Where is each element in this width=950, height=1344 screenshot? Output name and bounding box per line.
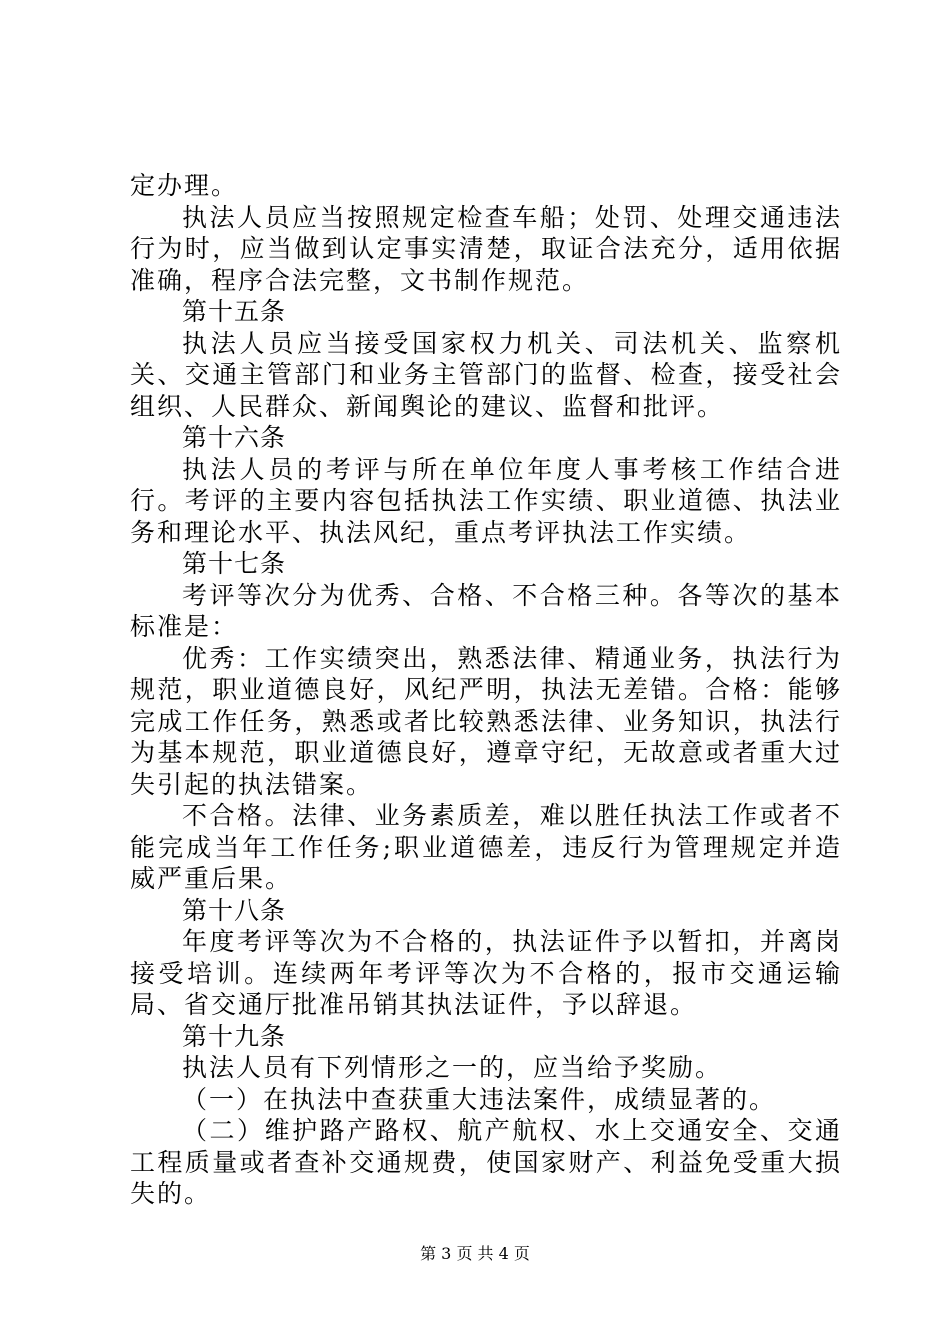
paragraph: 年度考评等次为不合格的，执法证件予以暂扣，并离岗接受培训。连续两年考评等次为不合格的，报市交通运输局、省交通厅批准吊销其执法证件，予以辞退。 — [130, 927, 842, 1019]
document-body — [130, 170, 842, 1210]
paragraph: 执法人员应当按照规定检查车船；处罚、处理交通违法行为时，应当做到认定事实清楚，取证合法充分，适用依据准确，程序合法完整，文书制作规范。 — [130, 202, 842, 295]
paragraph: 执法人员的考评与所在单位年度人事考核工作结合进行。考评的主要内容包括执法工作实绩、职业道德、执法业务和理论水平、执法风纪，重点考评执法工作实绩。 — [130, 454, 842, 547]
article-heading: 第十七条 — [182, 549, 287, 578]
paragraph: 执法人员应当接受国家权力机关、司法机关、监察机关、交通主管部门和业务主管部门的监督、检查，接受社会组织、人民群众、新闻舆论的建议、监督和批评。 — [130, 328, 842, 421]
article-heading: 第十九条 — [182, 1021, 287, 1051]
paragraph: （一）在执法中查获重大违法案件，成绩显著的。 — [182, 1084, 777, 1114]
article-heading: 第十八条 — [182, 895, 287, 925]
paragraph: 执法人员有下列情形之一的，应当给予奖励。 — [182, 1053, 723, 1082]
paragraph: 优秀：工作实绩突出，熟悉法律、精通业务，执法行为规范，职业道德良好，风纪严明，执法无差错。合格：能够完成工作任务，熟悉或者比较熟悉法律、业务知识，执法行为基本规范，职业道德良好，遵章守纪，无故意或者重大过失引起的执法错案。 — [130, 643, 842, 799]
paragraph: 考评等次分为优秀、合格、不合格三种。各等次的基本标准是： — [130, 580, 842, 641]
paragraph: （二）维护路产路权、航产航权、水上交通安全、交通工程质量或者查补交通规费，使国家财产、利益免受重大损失的。 — [130, 1116, 842, 1208]
paragraph: 定办理。 — [130, 171, 239, 200]
paragraph: 不合格。法律、业务素质差，难以胜任执法工作或者不能完成当年工作任务;职业道德差，违反行为管理规定并造威严重后果。 — [130, 801, 842, 893]
page-footer: 第 3 页 共 4 页 — [420, 1244, 530, 1263]
article-heading: 第十六条 — [182, 423, 287, 452]
article-heading: 第十五条 — [182, 297, 287, 326]
